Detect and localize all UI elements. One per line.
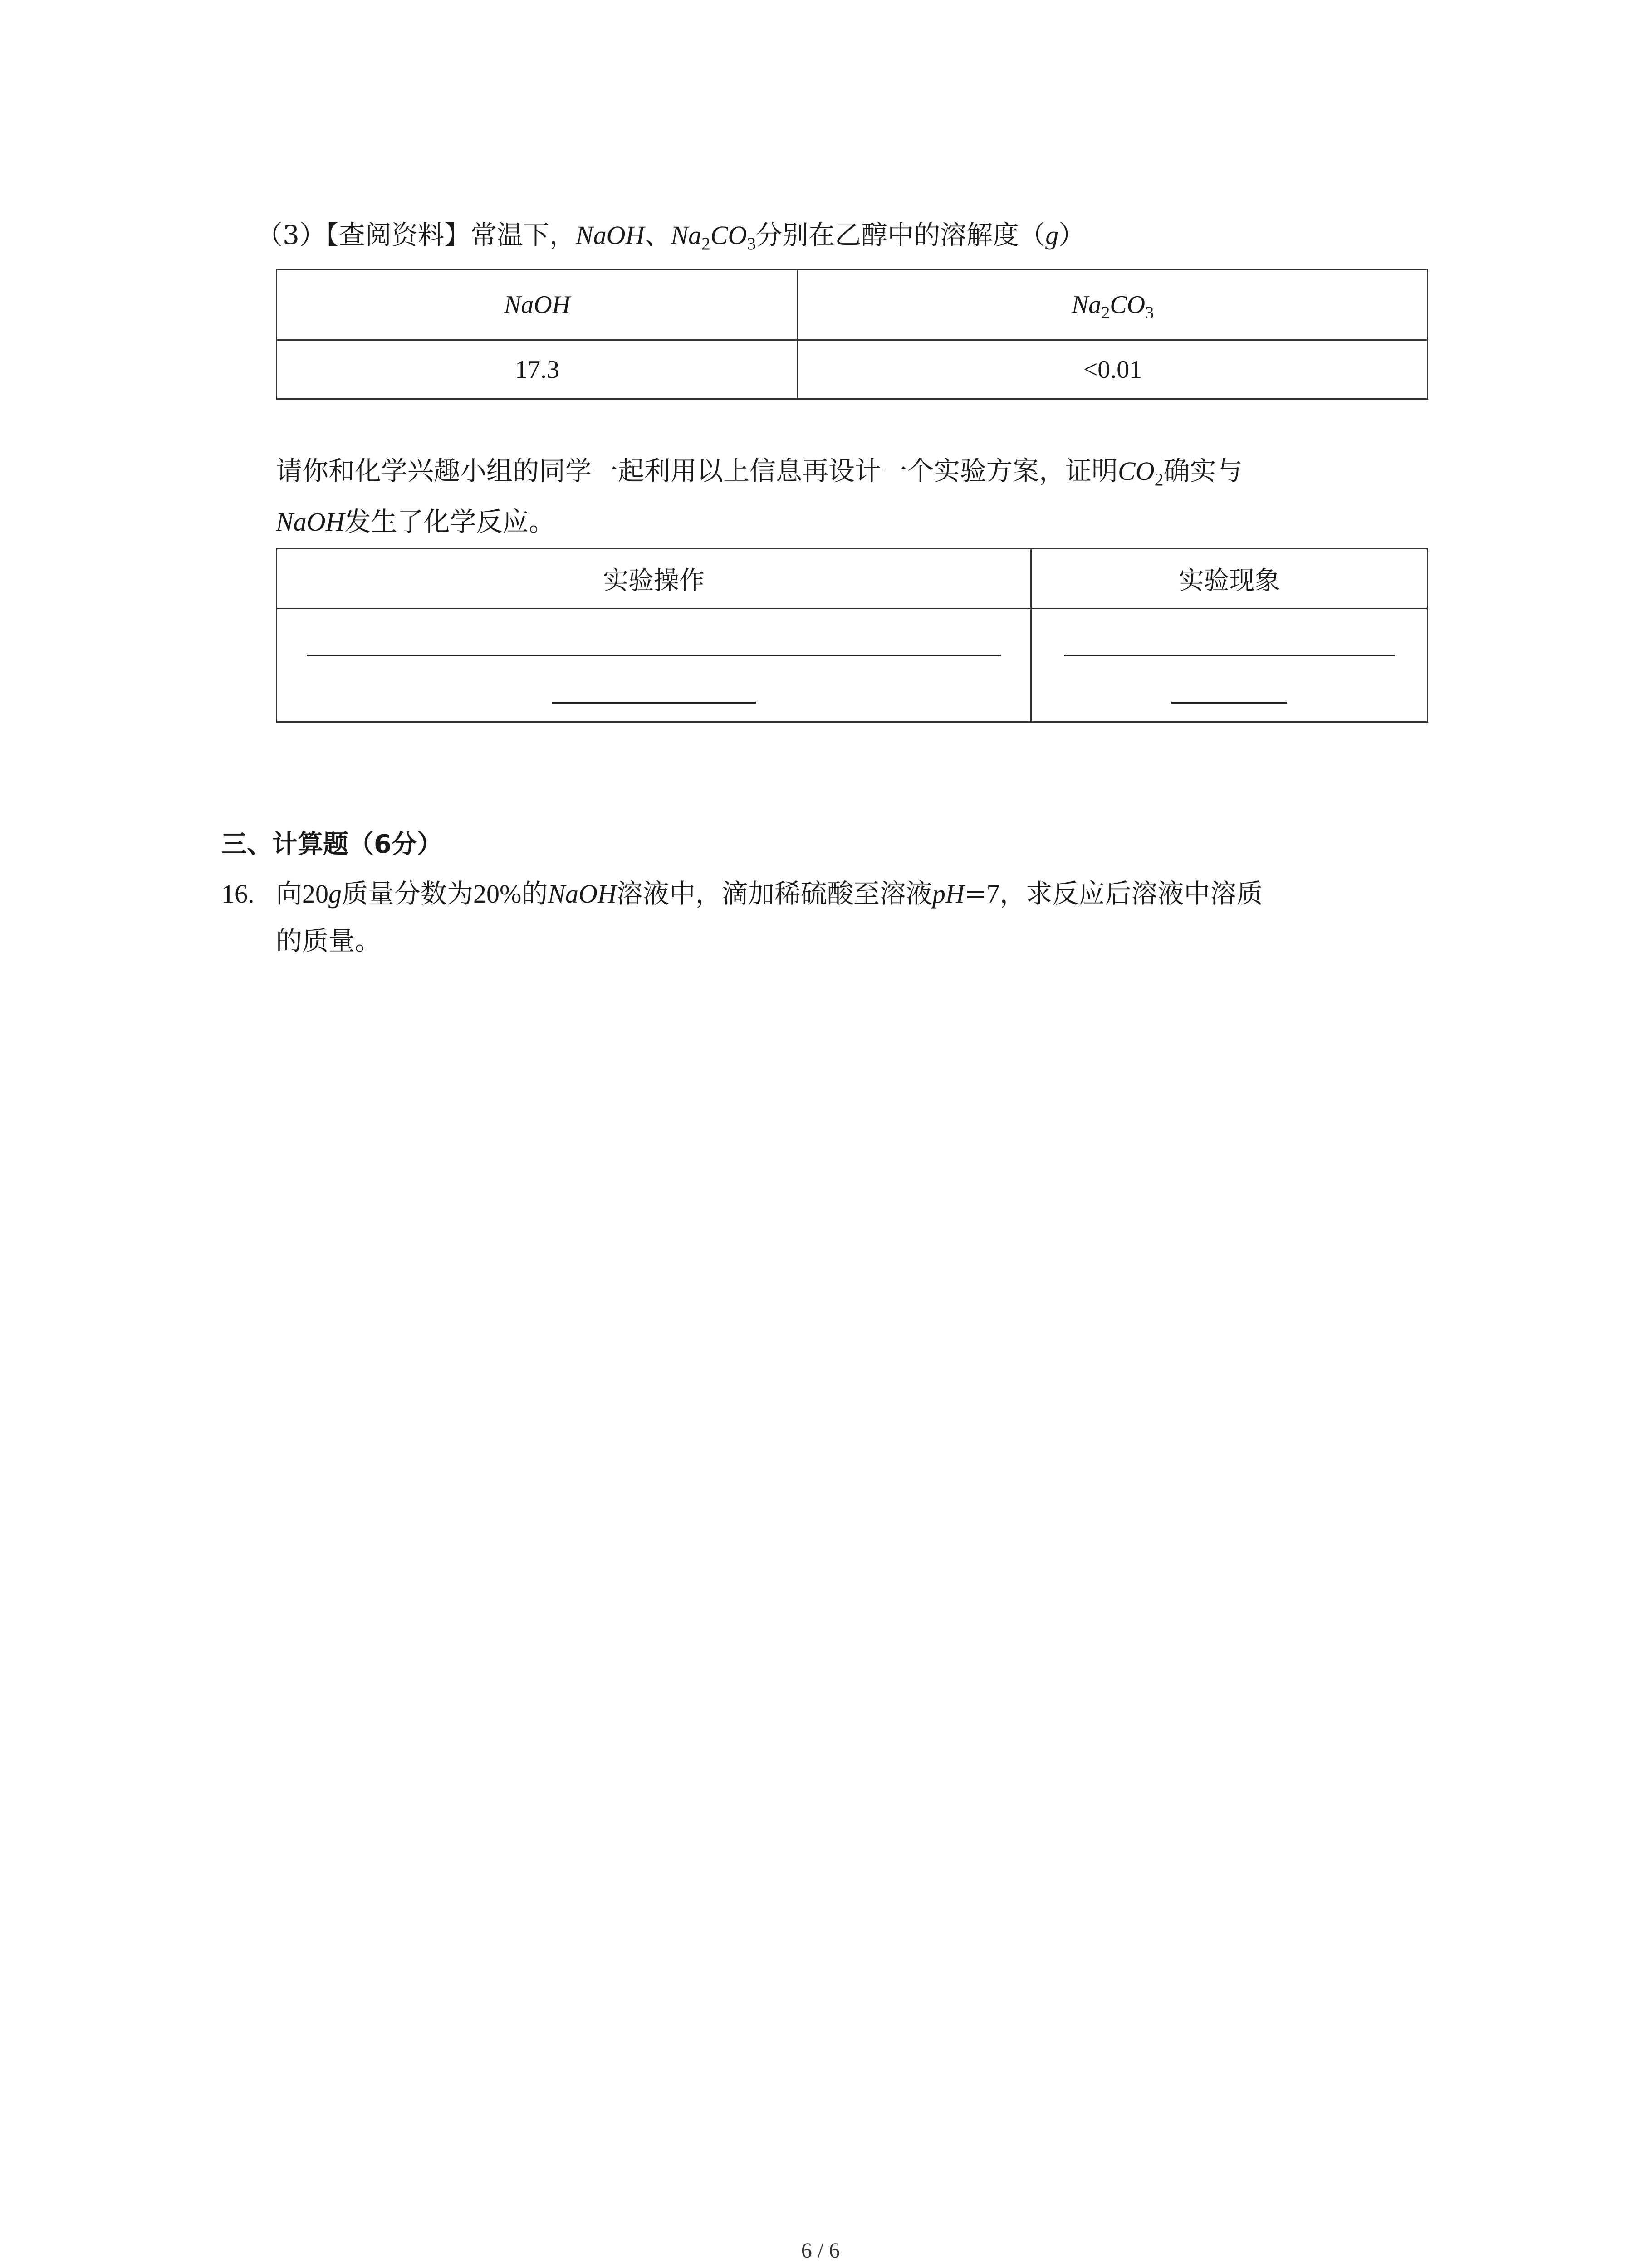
part3-prefix: （3）【查阅资料】常温下， — [256, 220, 576, 250]
naoh-formula: NaOH — [575, 220, 645, 250]
col-header-na2co3: $Na_2CO_3$ — [798, 269, 1428, 340]
phenomenon-answer-blank-1[interactable] — [1064, 627, 1395, 656]
question-16-line-1: 16. 向20g质量分数为20%的NaOH溶液中，滴加稀硫酸至溶液pH=7，求反应后溶液中溶质 — [221, 875, 1263, 912]
solubility-table — [276, 269, 1428, 400]
page-number: 6 / 6 — [801, 2239, 840, 2263]
unit-g: g — [1045, 220, 1059, 250]
header-phenomenon: 实验现象 — [1031, 549, 1428, 609]
na2co3-formula: $Na_2CO_3$ — [671, 220, 756, 254]
col-header-naoh: NaOH — [277, 269, 798, 340]
question-number: 16. — [221, 879, 255, 909]
instruction-line-2: NaOH发生了化学反应。 — [276, 506, 555, 537]
operation-answer-blank-2[interactable] — [552, 656, 756, 704]
section-heading: 三、计算题（6分） — [221, 830, 442, 859]
instruction-line-1: 请你和化学兴趣小组的同学一起利用以上信息再设计一个实验方案，证明$CO_2$确实与 — [276, 455, 1243, 489]
phenomenon-answer-blank-2[interactable] — [1171, 656, 1287, 704]
operation-answer-cell[interactable] — [277, 609, 1031, 722]
experiment-table — [276, 548, 1428, 723]
co2-formula: $CO_2$ — [1118, 456, 1164, 489]
phenomenon-answer-cell[interactable] — [1031, 609, 1428, 722]
na2co3-solubility-value: <0.01 — [798, 340, 1428, 399]
header-operation: 实验操作 — [277, 549, 1031, 609]
part3-intro: （3）【查阅资料】常温下，NaOH、$Na_2CO_3$分别在乙醇中的溶解度（g） — [256, 220, 1085, 254]
operation-answer-blank-1[interactable] — [307, 627, 1001, 656]
naoh-solubility-value: 17.3 — [277, 340, 798, 399]
question-16-line-2: 的质量。 — [276, 925, 382, 956]
